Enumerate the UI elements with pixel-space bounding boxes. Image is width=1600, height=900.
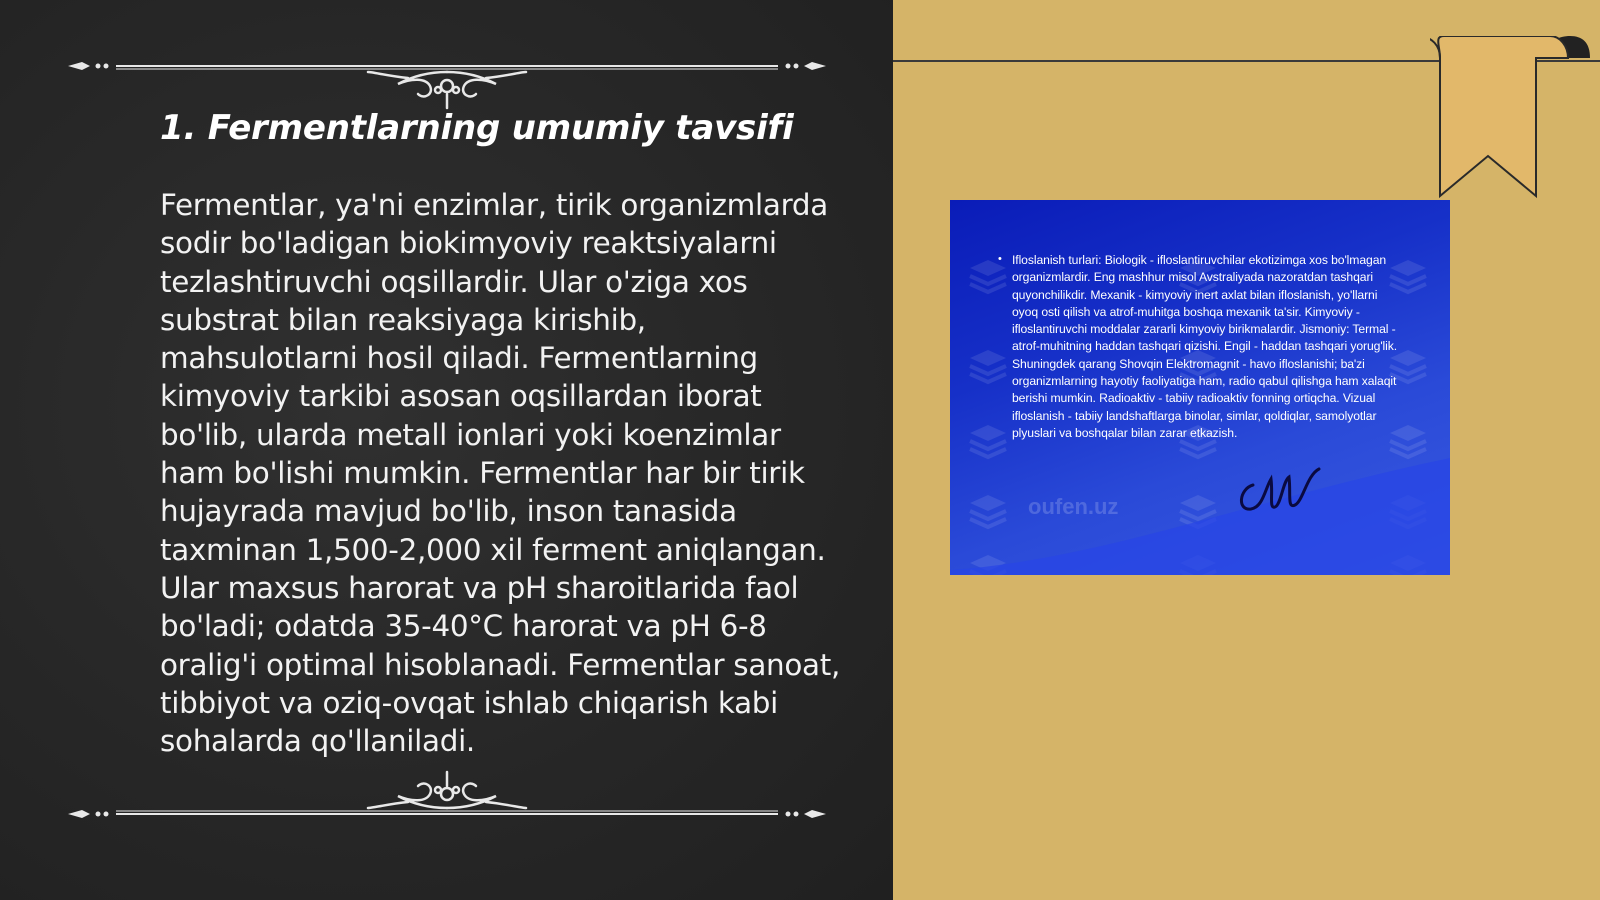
- embedded-image-text: Ifloslanish turlari: Biologik - ifloslantiruvchilar ekotizimga xos bo'lmagan organizmlardir. Eng mashhur misol Avstraliyada nazoratdan tashqari quyonchilikdir. Mexanik - kimyoviy inert axlat bilan ifloslanish, yo'llarni oyoq osti qilish va atrof-muhitga boshqa mexanik ta'sir. Kimyoviy - ifloslantiruvchi moddalar zararli kimyoviy birikmalardir. Jismoniy: Termal - atrof-muhitning haddan tashqari qizishi. Engil - haddan tashqari yorug'lik. Shuningdek qarang Shovqin Elektromagnit - havo ifloslanishi; ba'zi organizmlarning hayotiy faoliyatiga ham, radio qabul qilishga ham xalaqit berishi mumkin. Radioaktiv - tabiiy radioaktiv fonning ortiqcha. Vizual ifloslanish - tabiiy landshaftlarga binolar, simlar, qoldiqlar, samolyotlar plyuslari va boshqalar bilan zarar etkazish.: [1012, 253, 1398, 440]
- ribbon-bookmark-icon: [1430, 36, 1600, 201]
- bottom-ornament-divider-icon: [68, 770, 826, 830]
- embedded-bullet: •: [998, 253, 1002, 265]
- slide-body-text: Fermentlar, ya'ni enzimlar, tirik organizmlarda sodir bo'ladigan biokimyoviy reaktsiyalarni tezlashtiruvchi oqsillardir. Ular o'ziga xos substrat bilan reaksiyaga kirishib, mahsulotlarni hosil qiladi. Fermentlarning kimyoviy tarkibi asosan oqsillardan iborat bo'lib, ularda metall ionlari yoki koenzimlar ham bo'lishi mumkin. Fermentlar har bir tirik hujayrada mavjud bo'lib, inson tanasida taxminan 1,500-2,000 xil ferment aniqlangan. Ular maxsus harorat va pH sharoitlarida faol bo'ladi; odatda 35-40°C harorat va pH 6-8 oralig'i optimal hisoblanadi. Fermentlar sanoat, tibbiyot va oziq-ovqat ishlab chiqarish kabi sohalarda qo'llaniladi.: [160, 188, 841, 759]
- slide-title: 1. Fermentlarning umumiy tavsifi: [160, 108, 794, 148]
- top-ornament-divider-icon: [68, 50, 826, 110]
- embedded-slide-image: [950, 200, 1450, 575]
- watermark-text: oufen.uz: [1028, 494, 1119, 519]
- signature-mark: [1235, 455, 1325, 515]
